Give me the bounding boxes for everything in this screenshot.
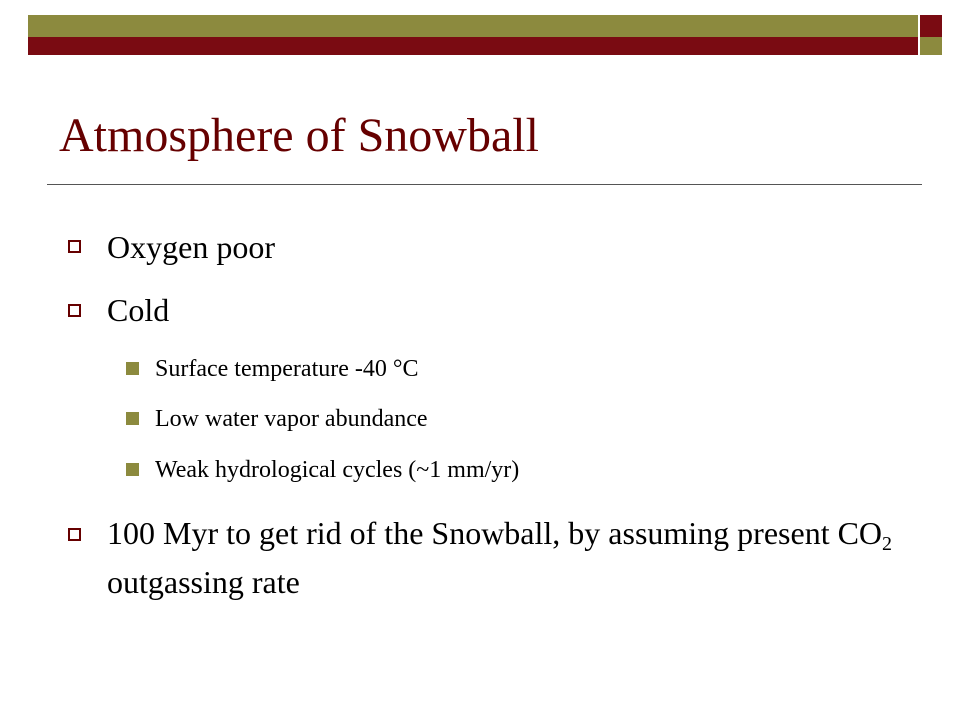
filled-square-bullet-icon [126, 463, 139, 476]
subbullet-text: Weak hydrological cycles (~1 mm/yr) [155, 457, 520, 483]
bullet-text-part: 100 Myr to get rid of the Snowball, by assuming present CO [107, 515, 883, 551]
subbullet-text: Low water vapor abundance [155, 406, 428, 432]
filled-square-bullet-icon [126, 412, 139, 425]
hollow-square-bullet-icon [68, 528, 81, 541]
bullet-text: Cold [107, 292, 170, 328]
filled-square-bullet-icon [126, 362, 139, 375]
co2-subscript: 2 [882, 533, 893, 555]
bullet-text: Oxygen poor [107, 229, 275, 265]
slide-title: Atmosphere of Snowball [59, 109, 539, 162]
hollow-square-bullet-icon [68, 240, 81, 253]
bullet-text-part: outgassing rate [107, 564, 300, 600]
bullet-text [107, 509, 927, 607]
subbullet-text: Surface temperature -40 °C [155, 356, 419, 382]
hollow-square-bullet-icon [68, 304, 81, 317]
